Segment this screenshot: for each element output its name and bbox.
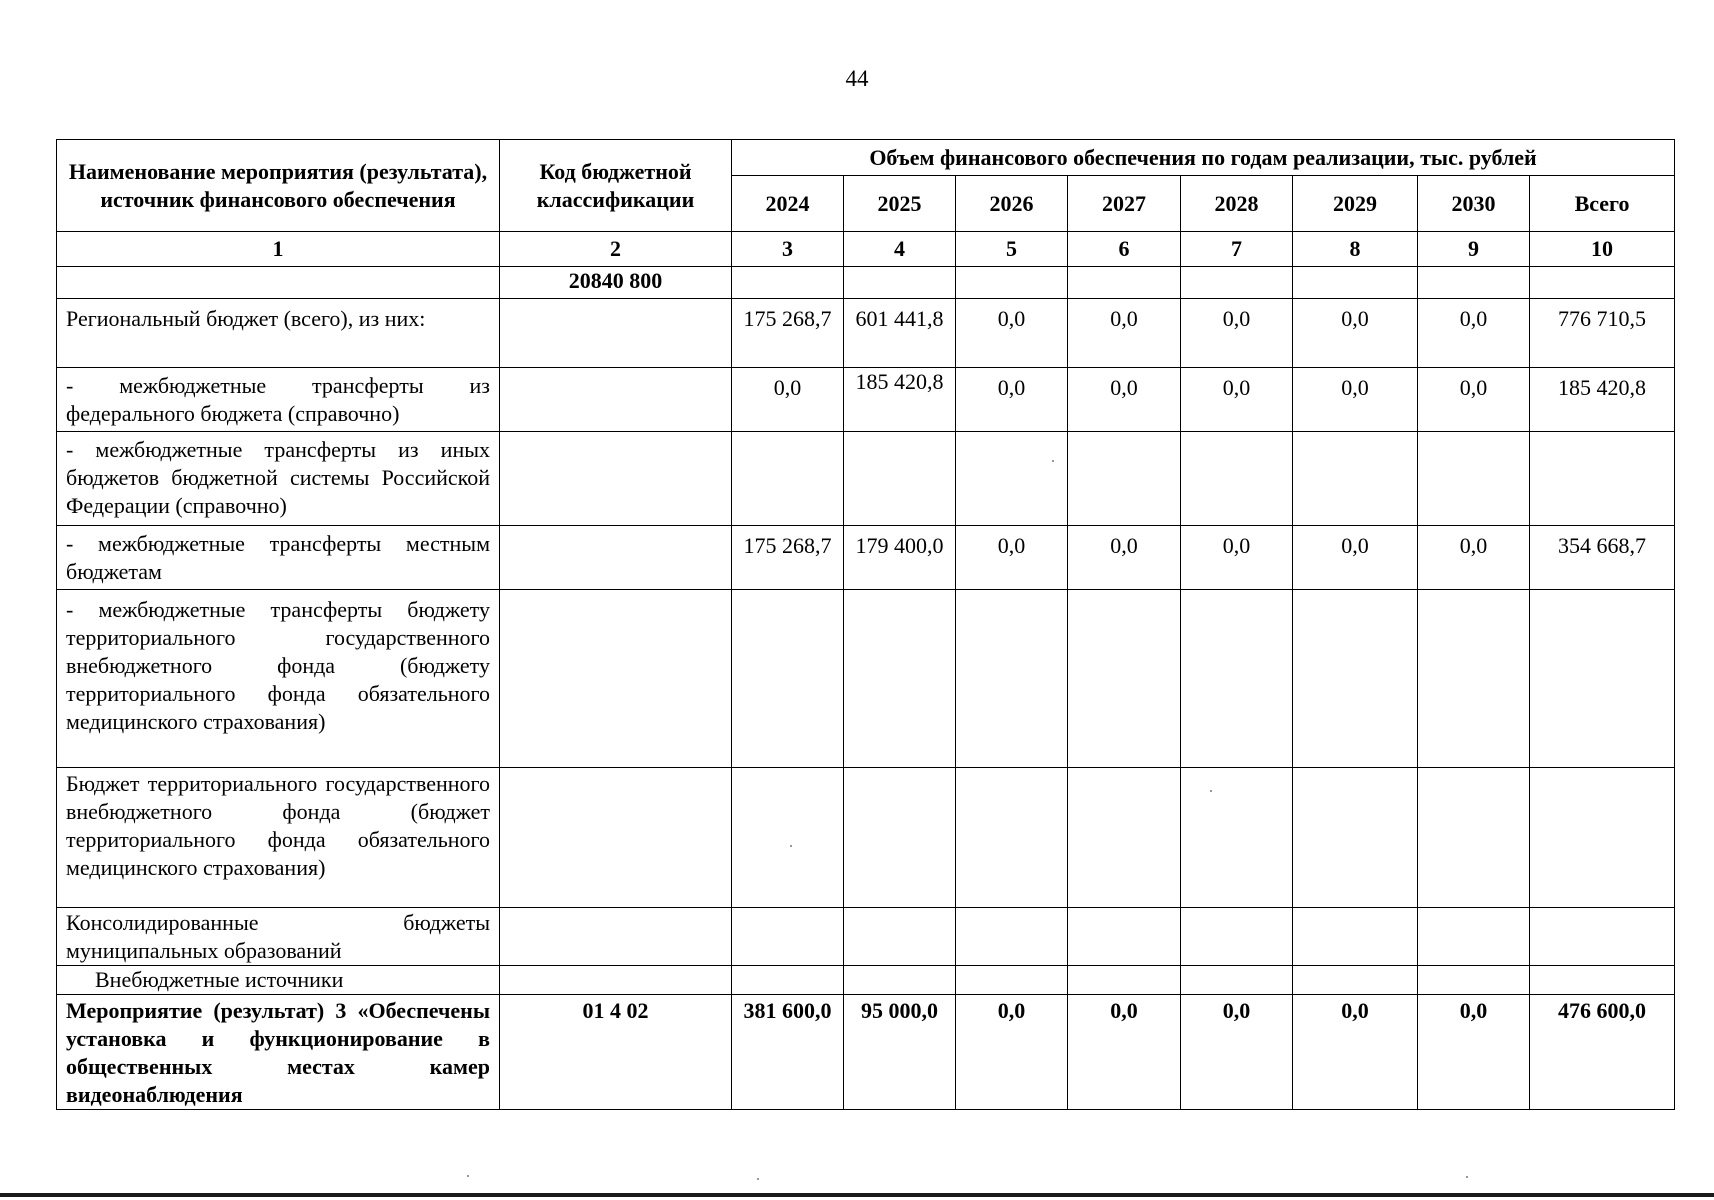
column-number: 10 xyxy=(1530,232,1675,267)
column-number: 4 xyxy=(844,232,956,267)
table-row xyxy=(57,526,1675,590)
row-value xyxy=(1068,590,1181,768)
header-code-column: Код бюджетной классификации xyxy=(500,140,732,232)
row-value: 175 268,7 xyxy=(732,526,844,590)
scan-speck xyxy=(790,845,792,847)
row-code xyxy=(500,966,732,995)
row-value xyxy=(1418,966,1530,995)
row-code xyxy=(500,432,732,526)
column-number: 3 xyxy=(732,232,844,267)
row-value xyxy=(956,267,1068,299)
table-row xyxy=(57,966,1675,995)
row-value: 476 600,0 xyxy=(1530,995,1675,1110)
row-value: 0,0 xyxy=(732,368,844,432)
scan-speck xyxy=(467,1175,469,1177)
row-value: 0,0 xyxy=(1418,299,1530,368)
row-value: 0,0 xyxy=(956,526,1068,590)
row-name: - межбюджетные трансферты из иных бюджетов бюджетной системы Российской Федерации (справочно) xyxy=(57,432,500,526)
row-value xyxy=(1530,908,1675,966)
table-row xyxy=(57,908,1675,966)
header-year-2030: 2030 xyxy=(1418,176,1530,232)
row-value xyxy=(956,432,1068,526)
row-value xyxy=(732,590,844,768)
row-value xyxy=(844,908,956,966)
row-value xyxy=(1530,966,1675,995)
row-value: 0,0 xyxy=(1293,995,1418,1110)
row-code: 20840 800 xyxy=(500,267,732,299)
header-volume-column: Объем финансового обеспечения по годам реализации, тыс. рублей xyxy=(732,140,1675,176)
row-value xyxy=(1530,432,1675,526)
row-value: 95 000,0 xyxy=(844,995,956,1110)
row-value xyxy=(1181,966,1293,995)
column-number: 6 xyxy=(1068,232,1181,267)
row-value xyxy=(956,590,1068,768)
row-value xyxy=(732,267,844,299)
row-value xyxy=(1181,432,1293,526)
row-code xyxy=(500,590,732,768)
table-row xyxy=(57,590,1675,768)
header-total: Всего xyxy=(1530,176,1675,232)
row-value xyxy=(732,432,844,526)
row-value xyxy=(1530,590,1675,768)
row-value xyxy=(1293,590,1418,768)
row-value xyxy=(1530,267,1675,299)
row-code xyxy=(500,368,732,432)
row-value: 0,0 xyxy=(1181,368,1293,432)
column-number: 7 xyxy=(1181,232,1293,267)
row-value xyxy=(956,768,1068,908)
row-value xyxy=(1418,267,1530,299)
row-value: 381 600,0 xyxy=(732,995,844,1110)
row-code xyxy=(500,908,732,966)
row-value xyxy=(1181,768,1293,908)
row-value xyxy=(1418,432,1530,526)
scan-speck xyxy=(1466,1176,1468,1178)
row-name: Внебюджетные источники xyxy=(57,966,500,995)
row-value: 175 268,7 xyxy=(732,299,844,368)
row-value xyxy=(732,966,844,995)
table-row xyxy=(57,768,1675,908)
scan-speck xyxy=(757,1178,759,1180)
row-value: 0,0 xyxy=(1181,995,1293,1110)
row-value xyxy=(844,267,956,299)
row-name: Региональный бюджет (всего), из них: xyxy=(57,299,500,368)
row-value xyxy=(1530,768,1675,908)
financing-table xyxy=(56,139,1675,1110)
row-value: 0,0 xyxy=(1418,368,1530,432)
row-name: - межбюджетные трансферты местным бюджетам xyxy=(57,526,500,590)
row-value xyxy=(844,966,956,995)
header-year-2029: 2029 xyxy=(1293,176,1418,232)
row-value: 0,0 xyxy=(1068,299,1181,368)
row-value: 0,0 xyxy=(1418,526,1530,590)
row-value xyxy=(1068,267,1181,299)
row-name: - межбюджетные трансферты бюджету территориального государственного внебюджетного фонда (бюджету территориального фонда обязательного медицинского страхования) xyxy=(57,590,500,768)
row-value xyxy=(956,966,1068,995)
row-value: 0,0 xyxy=(956,368,1068,432)
row-name: Консолидированные бюджеты муниципальных образований xyxy=(57,908,500,966)
row-value xyxy=(1293,432,1418,526)
row-value xyxy=(1293,966,1418,995)
row-value: 0,0 xyxy=(1181,299,1293,368)
header-year-2028: 2028 xyxy=(1181,176,1293,232)
column-number: 5 xyxy=(956,232,1068,267)
row-code xyxy=(500,299,732,368)
row-value xyxy=(1181,590,1293,768)
row-value: 776 710,5 xyxy=(1530,299,1675,368)
row-value xyxy=(1418,590,1530,768)
row-value: 185 420,8 xyxy=(844,368,956,432)
column-number: 1 xyxy=(57,232,500,267)
header-name-column: Наименование мероприятия (результата), источник финансового обеспечения xyxy=(57,140,500,232)
table-row xyxy=(57,995,1675,1110)
row-name: - межбюджетные трансферты из федерального бюджета (справочно) xyxy=(57,368,500,432)
page-number: 44 xyxy=(845,66,869,91)
row-value: 0,0 xyxy=(1293,299,1418,368)
row-value xyxy=(1181,267,1293,299)
row-value xyxy=(732,908,844,966)
row-value xyxy=(1181,908,1293,966)
row-value: 185 420,8 xyxy=(1530,368,1675,432)
row-value: 0,0 xyxy=(956,995,1068,1110)
row-value: 179 400,0 xyxy=(844,526,956,590)
header-year-2025: 2025 xyxy=(844,176,956,232)
row-value xyxy=(1293,908,1418,966)
table-row xyxy=(57,368,1675,432)
header-year-2027: 2027 xyxy=(1068,176,1181,232)
row-value: 0,0 xyxy=(1068,368,1181,432)
row-value xyxy=(1068,966,1181,995)
row-value xyxy=(956,908,1068,966)
scan-speck xyxy=(1210,790,1212,792)
row-code: 01 4 02 xyxy=(500,995,732,1110)
header-year-2024: 2024 xyxy=(732,176,844,232)
row-name xyxy=(57,267,500,299)
header-year-2026: 2026 xyxy=(956,176,1068,232)
row-value xyxy=(1418,768,1530,908)
table-row xyxy=(57,299,1675,368)
column-number: 9 xyxy=(1418,232,1530,267)
column-number: 8 xyxy=(1293,232,1418,267)
row-value xyxy=(1068,908,1181,966)
row-value xyxy=(732,768,844,908)
row-value: 354 668,7 xyxy=(1530,526,1675,590)
table-row xyxy=(57,267,1675,299)
row-value xyxy=(1418,908,1530,966)
column-number: 2 xyxy=(500,232,732,267)
row-value: 0,0 xyxy=(1418,995,1530,1110)
row-value xyxy=(1293,768,1418,908)
row-value: 0,0 xyxy=(1068,995,1181,1110)
row-name: Бюджет территориального государственного внебюджетного фонда (бюджет территориального фонда обязательного медицинского страхования) xyxy=(57,768,500,908)
row-value: 0,0 xyxy=(1293,368,1418,432)
scan-speck xyxy=(1052,460,1054,462)
row-value xyxy=(1068,432,1181,526)
table-row xyxy=(57,432,1675,526)
row-name: Мероприятие (результат) 3 «Обеспечены установка и функционирование в общественных местах камер видеонаблюдения xyxy=(57,995,500,1110)
row-code xyxy=(500,526,732,590)
row-value: 0,0 xyxy=(1181,526,1293,590)
row-value xyxy=(844,768,956,908)
row-value xyxy=(1293,267,1418,299)
row-value xyxy=(1068,768,1181,908)
row-value: 0,0 xyxy=(956,299,1068,368)
row-value xyxy=(844,432,956,526)
row-value: 0,0 xyxy=(1293,526,1418,590)
scan-bottom-edge xyxy=(0,1193,1714,1197)
row-value: 601 441,8 xyxy=(844,299,956,368)
row-value: 0,0 xyxy=(1068,526,1181,590)
row-value xyxy=(844,590,956,768)
row-code xyxy=(500,768,732,908)
